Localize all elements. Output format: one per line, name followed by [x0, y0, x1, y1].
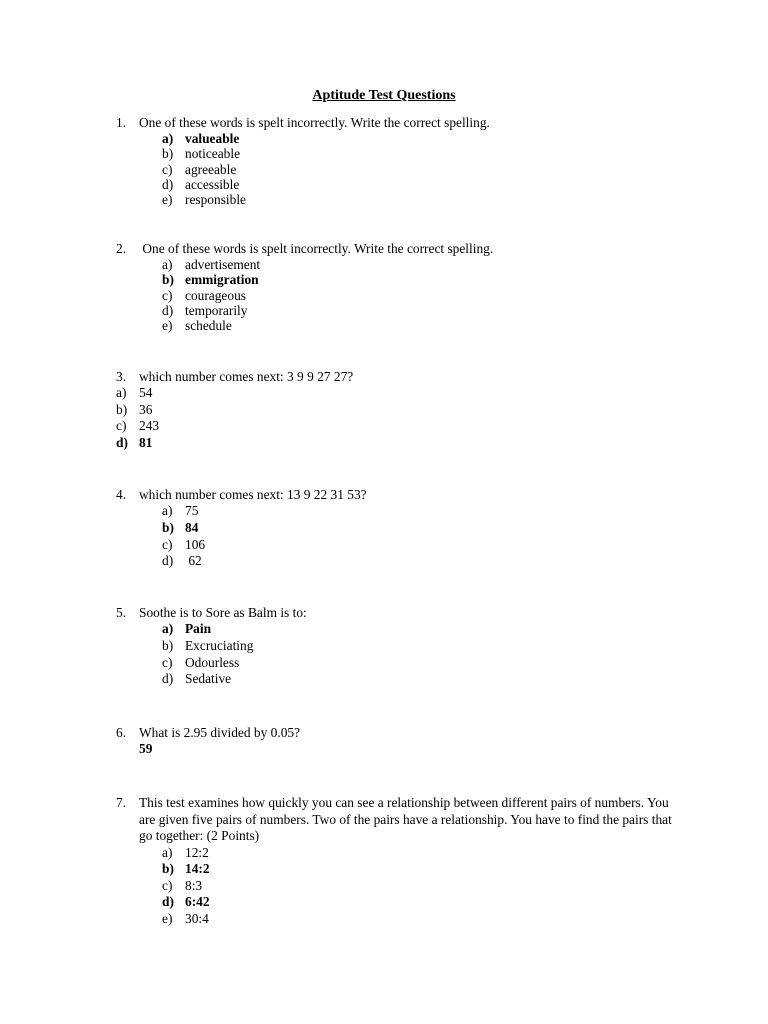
question-4	[116, 487, 696, 570]
question-3	[116, 369, 696, 451]
question-2	[116, 241, 696, 333]
question-number: 5.	[116, 605, 127, 620]
question-number: 6.	[116, 725, 127, 740]
option-c: c) 8:3	[162, 877, 203, 893]
option-a: a) 54	[116, 385, 153, 400]
option-e: e) responsible	[162, 192, 246, 208]
option-d: d) temporarily	[162, 302, 248, 318]
option-e: e) schedule	[162, 318, 232, 334]
question-number: 3.	[116, 369, 127, 384]
question-number: 4.	[116, 487, 127, 502]
option-d: d) accessible	[162, 176, 240, 192]
option-a-selected: a) Pain	[162, 621, 212, 636]
option-c: c) 243	[116, 418, 160, 433]
option-b: b) 36	[116, 401, 153, 417]
option-d-selected: d) 81	[116, 434, 153, 450]
option-list	[116, 257, 696, 333]
question-number: 1.	[116, 115, 127, 130]
option-d: d) 62	[162, 553, 202, 569]
option-c: c) Odourless	[162, 654, 240, 670]
question-7	[116, 795, 696, 927]
option-a-selected: a) valueable	[162, 131, 240, 146]
question-text: What is 2.95 divided by 0.05?	[139, 725, 301, 740]
option-e: e) 30:4	[162, 910, 209, 926]
option-b-selected: b) emmigration	[162, 272, 259, 288]
option-b-selected: b) 84	[162, 519, 199, 535]
option-a: a) 12:2	[162, 844, 209, 860]
question-number: 2.	[116, 241, 127, 256]
option-list	[116, 503, 696, 570]
question-text: One of these words is spelt incorrectly. Write the correct spelling.	[139, 115, 490, 130]
option-list	[116, 621, 696, 688]
option-d-selected: d) 6:42	[162, 894, 210, 909]
option-c: c) courageous	[162, 287, 246, 303]
option-list	[116, 131, 696, 207]
document-title: Aptitude Test Questions	[312, 88, 456, 103]
option-b: b) Excruciating	[162, 637, 254, 653]
question-1	[116, 115, 696, 207]
question-text: Soothe is to Sore as Balm is to:	[139, 605, 307, 620]
option-a: a) 75	[162, 503, 199, 518]
question-text: One of these words is spelt incorrectly. Write the correct spelling.	[139, 241, 494, 256]
option-b-selected: b) 14:2	[162, 861, 210, 876]
option-a: a) advertisement	[162, 257, 261, 272]
option-list	[116, 845, 696, 928]
option-list	[116, 385, 696, 451]
question-text: This test examines how quickly you can see a relationship between different pairs of numbers. You are given five pairs of numbers. Two of the pairs have a relationship. You have to find the pairs that go together: (2 Points)	[139, 795, 672, 843]
question-number: 7.	[116, 795, 127, 810]
question-5	[116, 605, 696, 688]
question-text: which number comes next: 13 9 22 31 53?	[139, 487, 367, 502]
question-6	[116, 725, 696, 757]
option-c: c) agreeable	[162, 161, 237, 177]
option-c: c) 106	[162, 536, 206, 552]
option-b: b) noticeable	[162, 146, 241, 162]
question-text: which number comes next: 3 9 9 27 27?	[139, 369, 354, 384]
option-d: d) Sedative	[162, 671, 232, 687]
answer-text: 59	[139, 741, 153, 756]
